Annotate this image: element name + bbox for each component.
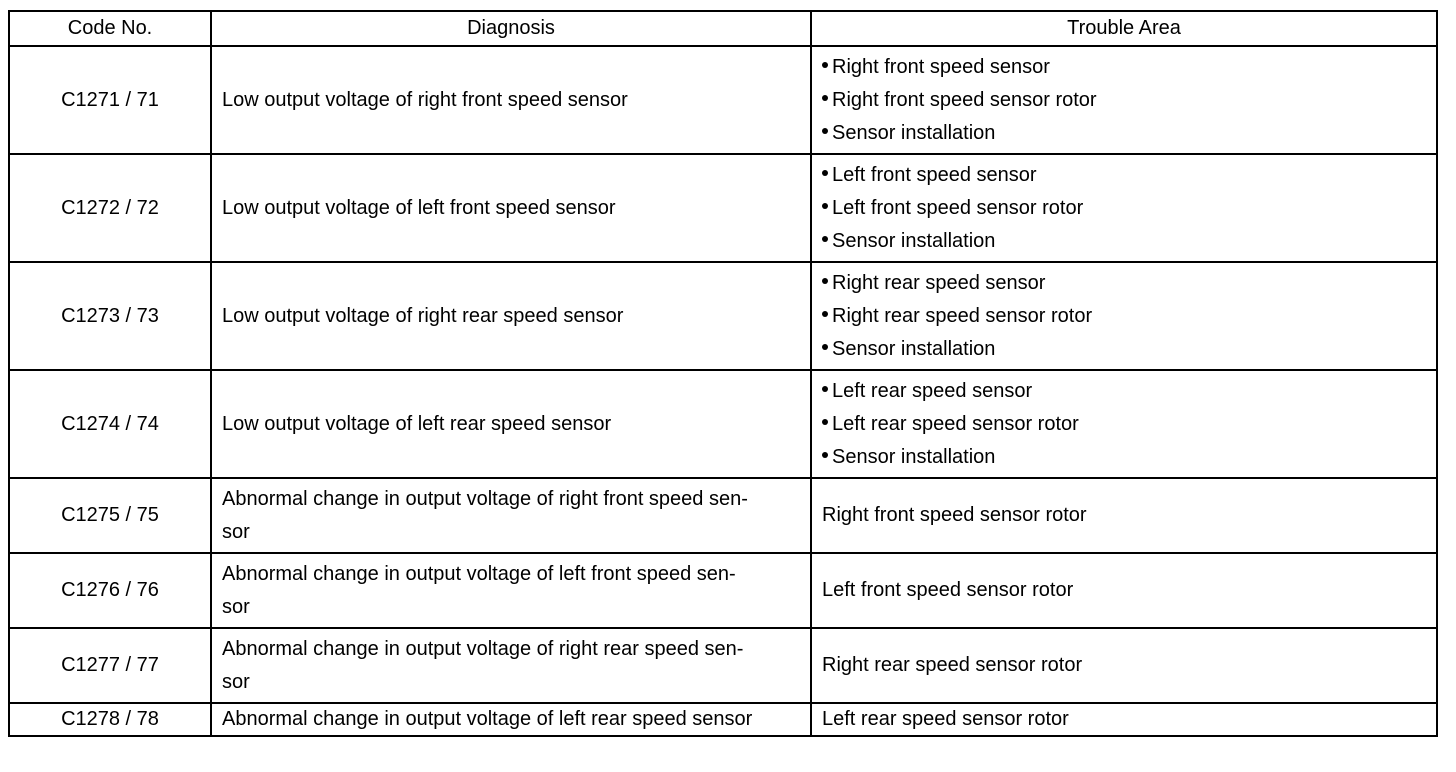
trouble-area-item: Left rear speed sensor	[832, 379, 1033, 402]
table-row	[9, 154, 1437, 262]
code-cell: C1271 / 71	[9, 46, 211, 154]
header-trouble-area: Trouble Area	[811, 11, 1437, 46]
bullet-icon	[822, 419, 828, 425]
table-row	[9, 262, 1437, 370]
trouble-area-item: Sensor installation	[832, 121, 996, 144]
diagnosis-cell: Low output voltage of left front speed sensor	[211, 154, 811, 262]
trouble-area-item: Right rear speed sensor rotor	[822, 654, 1083, 676]
diagnosis-line: Abnormal change in output voltage of right rear speed sen-	[222, 637, 744, 660]
diagnosis-cell	[211, 628, 811, 703]
code-cell: C1274 / 74	[9, 370, 211, 478]
trouble-area-item: Sensor installation	[832, 337, 996, 360]
trouble-area-cell	[811, 46, 1437, 154]
trouble-area-item: Right front speed sensor rotor	[822, 504, 1087, 526]
code-cell: C1272 / 72	[9, 154, 211, 262]
diagnosis-line: Abnormal change in output voltage of right front speed sen-	[222, 487, 748, 510]
trouble-area-item: Left front speed sensor	[832, 163, 1037, 186]
code-cell: C1275 / 75	[9, 478, 211, 553]
list-item	[820, 300, 1436, 333]
header-code: Code No.	[9, 11, 211, 46]
bullet-icon	[822, 344, 828, 350]
bullet-icon	[822, 62, 828, 68]
diagnosis-line: sor	[222, 520, 250, 543]
table-header-row	[9, 11, 1437, 46]
table-row	[9, 553, 1437, 628]
diagnosis-cell: Abnormal change in output voltage of left rear speed sensor	[211, 703, 811, 736]
list-item	[820, 117, 1436, 150]
diagnosis-cell	[211, 478, 811, 553]
dtc-table	[8, 10, 1438, 737]
table-row	[9, 703, 1437, 736]
bullet-icon	[822, 311, 828, 317]
bullet-icon	[822, 386, 828, 392]
code-cell: C1277 / 77	[9, 628, 211, 703]
bullet-icon	[822, 128, 828, 134]
trouble-area-item: Right rear speed sensor	[832, 271, 1046, 294]
trouble-area-cell	[811, 553, 1437, 628]
list-item	[820, 192, 1436, 225]
list-item	[820, 84, 1436, 117]
bullet-icon	[822, 236, 828, 242]
trouble-area-item: Sensor installation	[832, 445, 996, 468]
bullet-icon	[822, 278, 828, 284]
list-item	[820, 408, 1436, 441]
diagnosis-line: sor	[222, 670, 250, 693]
trouble-area-cell	[811, 370, 1437, 478]
bullet-icon	[822, 170, 828, 176]
trouble-area-list	[820, 267, 1436, 366]
trouble-area-list	[820, 375, 1436, 474]
trouble-area-item: Left front speed sensor rotor	[822, 579, 1074, 601]
trouble-area-cell	[811, 478, 1437, 553]
list-item	[820, 51, 1436, 84]
trouble-area-item: Left rear speed sensor rotor	[822, 708, 1069, 730]
diagnosis-cell: Low output voltage of right rear speed sensor	[211, 262, 811, 370]
diagnosis-cell: Low output voltage of left rear speed sensor	[211, 370, 811, 478]
trouble-area-list	[820, 159, 1436, 258]
list-item	[820, 333, 1436, 366]
trouble-area-cell	[811, 154, 1437, 262]
code-cell: C1273 / 73	[9, 262, 211, 370]
bullet-icon	[822, 95, 828, 101]
trouble-area-list	[820, 51, 1436, 150]
diagnosis-cell	[211, 553, 811, 628]
trouble-area-item: Right front speed sensor	[832, 55, 1050, 78]
trouble-area-item: Right rear speed sensor rotor	[832, 304, 1093, 327]
list-item	[820, 225, 1436, 258]
header-diagnosis: Diagnosis	[211, 11, 811, 46]
bullet-icon	[822, 203, 828, 209]
trouble-area-item: Left rear speed sensor rotor	[832, 412, 1079, 435]
trouble-area-cell	[811, 262, 1437, 370]
dtc-table-container	[8, 10, 1436, 737]
list-item	[820, 159, 1436, 192]
trouble-area-item: Right front speed sensor rotor	[832, 88, 1097, 111]
diagnosis-line: Abnormal change in output voltage of left front speed sen-	[222, 562, 736, 585]
diagnosis-cell: Low output voltage of right front speed sensor	[211, 46, 811, 154]
diagnosis-line: sor	[222, 595, 250, 618]
code-cell: C1276 / 76	[9, 553, 211, 628]
table-row	[9, 478, 1437, 553]
code-cell: C1278 / 78	[9, 703, 211, 736]
table-row	[9, 46, 1437, 154]
bullet-icon	[822, 452, 828, 458]
list-item	[820, 441, 1436, 474]
trouble-area-item: Left front speed sensor rotor	[832, 196, 1084, 219]
trouble-area-cell	[811, 703, 1437, 736]
list-item	[820, 267, 1436, 300]
table-row	[9, 370, 1437, 478]
list-item	[820, 375, 1436, 408]
trouble-area-cell	[811, 628, 1437, 703]
table-row	[9, 628, 1437, 703]
trouble-area-item: Sensor installation	[832, 229, 996, 252]
